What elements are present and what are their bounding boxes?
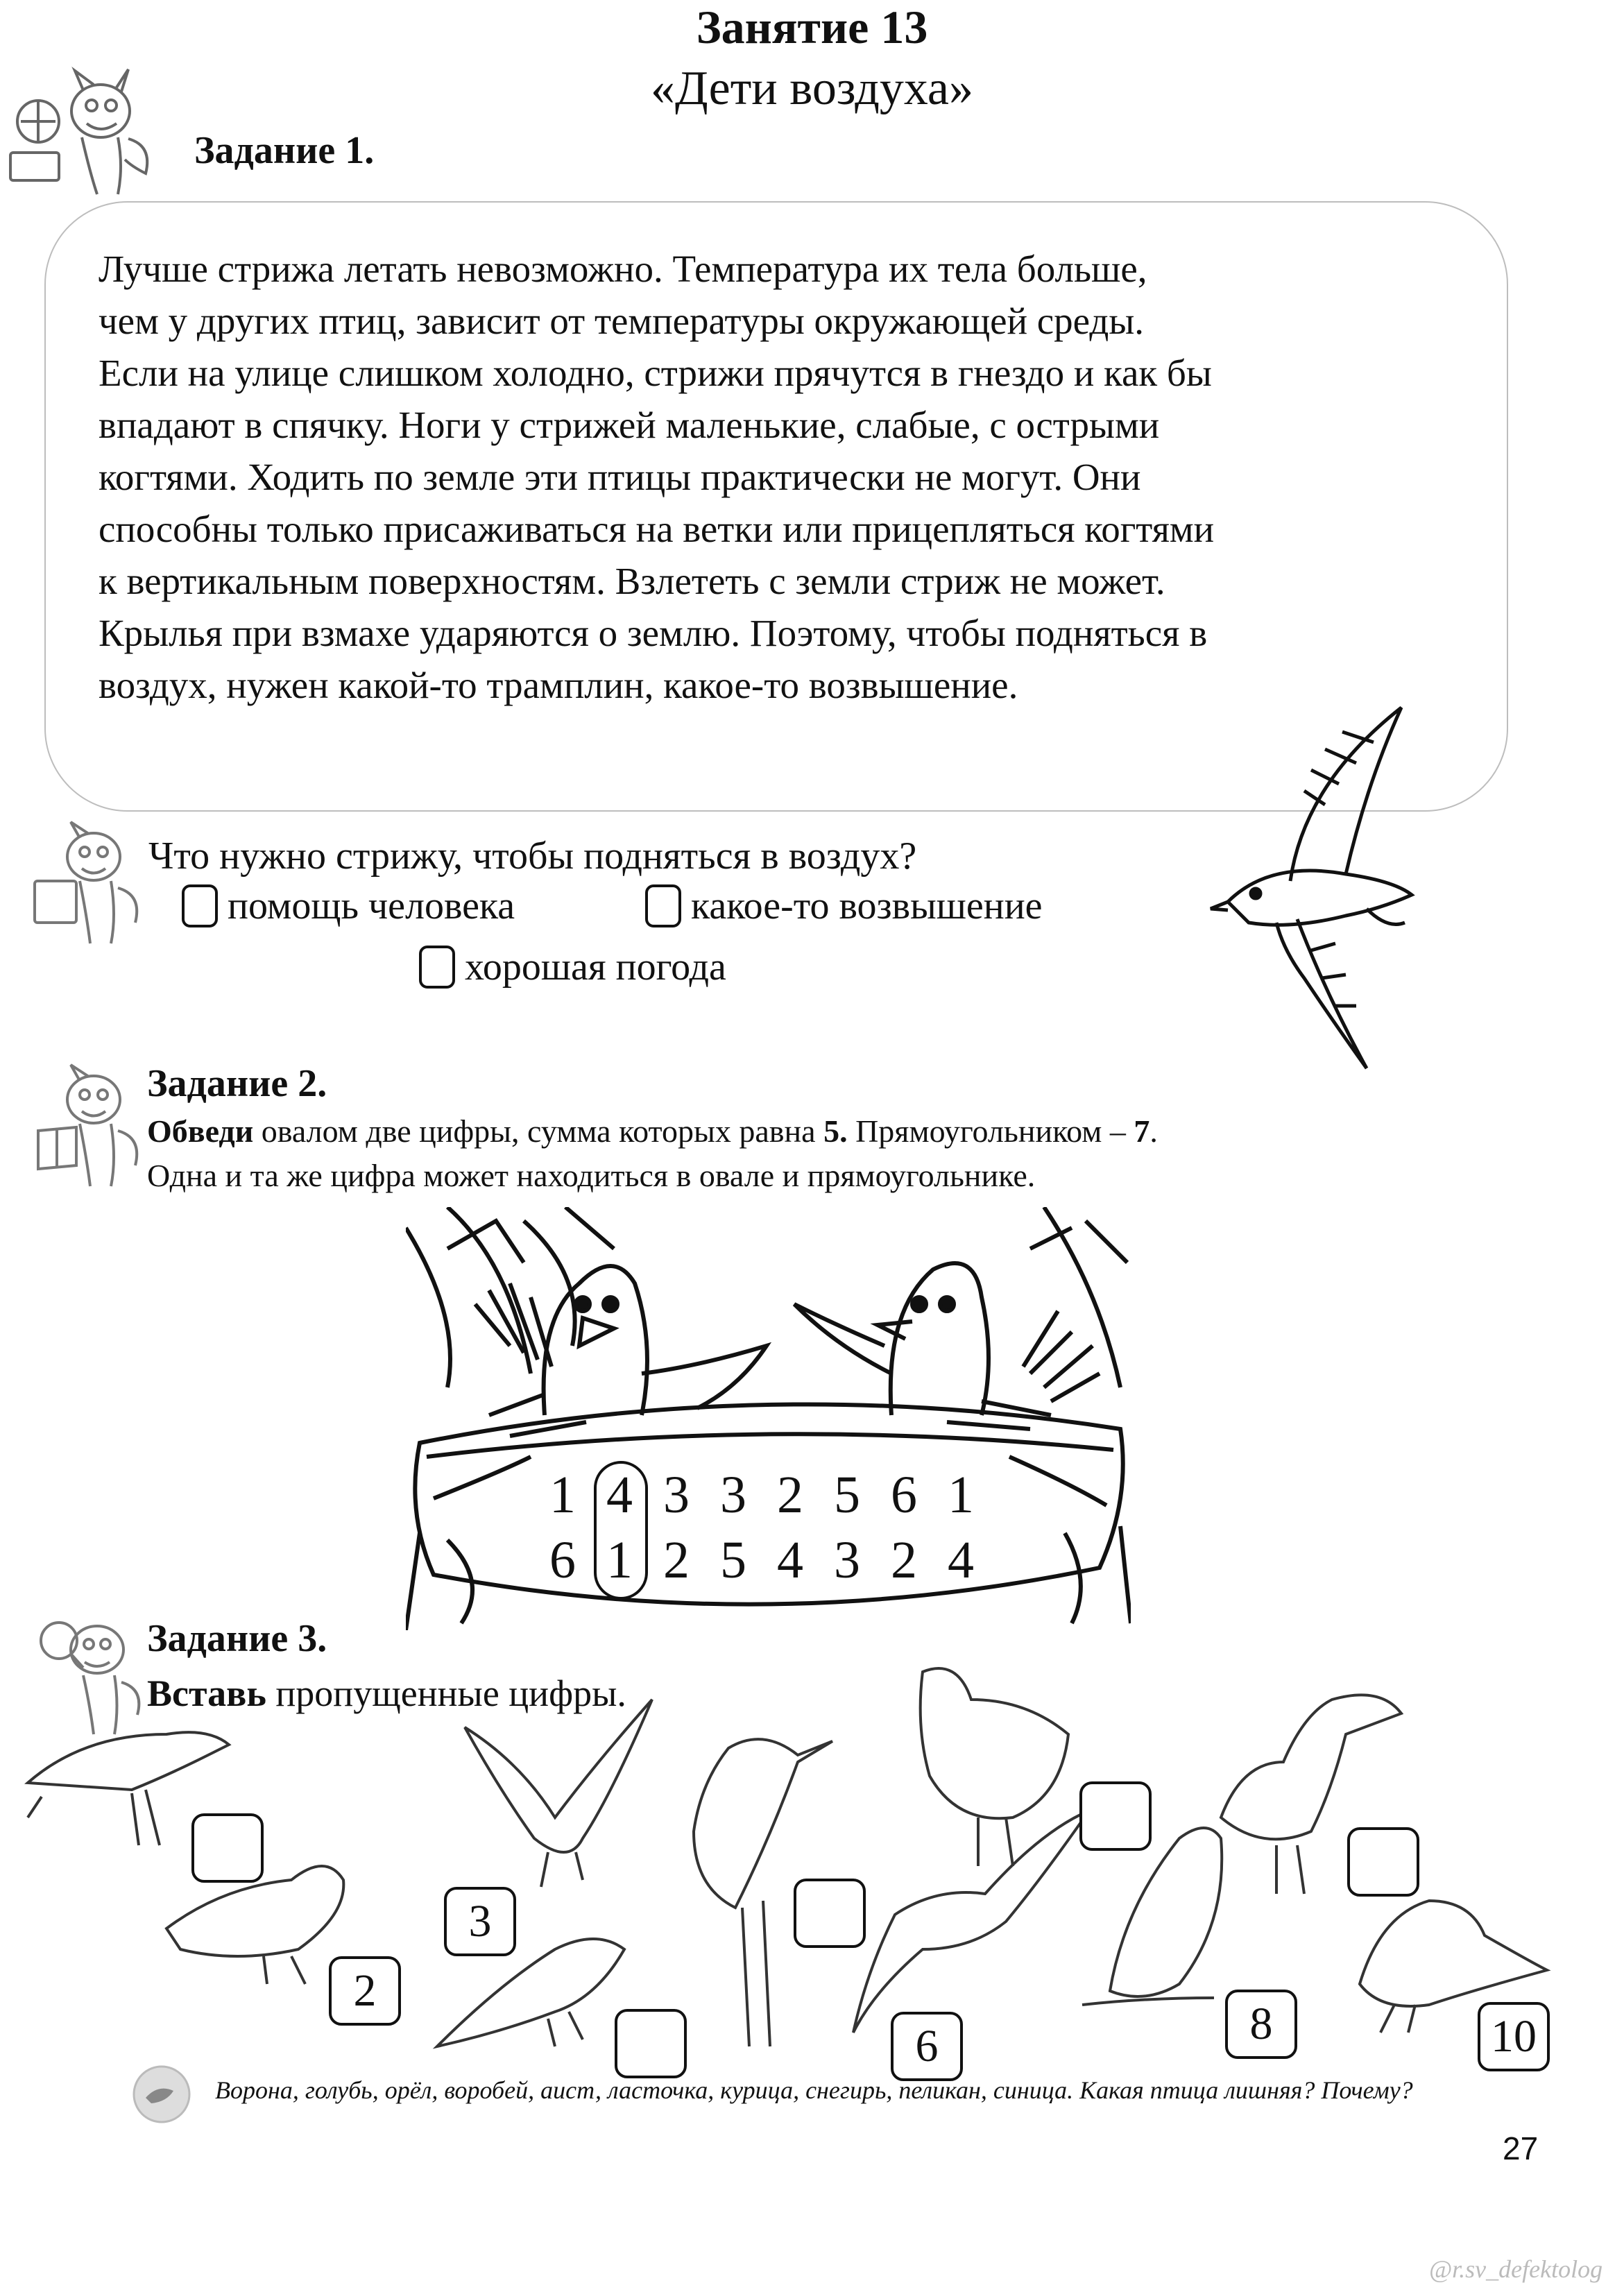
- task1-heading: Задание 1.: [194, 129, 375, 172]
- number-box[interactable]: 2: [329, 1956, 401, 2026]
- watermark: @r.sv_defektolog: [1429, 2255, 1603, 2283]
- number-box[interactable]: [1079, 1781, 1152, 1851]
- digit[interactable]: 1: [948, 1466, 974, 1524]
- option-label: хорошая погода: [465, 946, 726, 989]
- text-line: к вертикальным поверхностям. Взлететь с земли стриж не может.: [99, 560, 1165, 602]
- text-line: способны только присаживаться на ветки или прицепляться когтями: [99, 508, 1215, 550]
- digit[interactable]: 3: [720, 1466, 746, 1524]
- digit[interactable]: 2: [663, 1531, 690, 1589]
- number-box[interactable]: 10: [1478, 2002, 1550, 2071]
- option-weather: [419, 945, 726, 989]
- dragon-mascot-icon: [28, 819, 146, 950]
- lesson-subtitle: «Дети воздуха»: [651, 62, 973, 115]
- digit[interactable]: 6: [549, 1531, 576, 1589]
- digit[interactable]: 4: [948, 1531, 974, 1589]
- digit[interactable]: 2: [891, 1531, 917, 1589]
- text-line: Лучше стрижа летать невозможно. Температура их тела больше,: [99, 248, 1147, 290]
- number-box[interactable]: 3: [444, 1887, 516, 1956]
- instruction-text: овалом две цифры, сумма которых равна: [253, 1113, 824, 1149]
- option-checkbox[interactable]: [645, 884, 681, 927]
- instruction-text: Прямоугольником –: [847, 1113, 1134, 1149]
- task1-question: Что нужно стрижу, чтобы подняться в воздух?: [148, 835, 917, 878]
- number-box[interactable]: 8: [1225, 1990, 1297, 2059]
- number-box[interactable]: [191, 1813, 264, 1883]
- text-line: Крылья при взмахе ударяются о землю. Поэтому, чтобы подняться в: [99, 612, 1208, 654]
- option-checkbox[interactable]: [182, 884, 218, 927]
- bird-bubble-icon: [130, 2063, 193, 2126]
- digit[interactable]: 1: [549, 1466, 576, 1524]
- digit[interactable]: 5: [834, 1466, 860, 1524]
- page-number: 27: [1503, 2130, 1539, 2166]
- digit[interactable]: 4: [777, 1531, 803, 1589]
- instruction-text: .: [1149, 1113, 1158, 1149]
- text-line: воздух, нужен какой-то трамплин, какое-то возвышение.: [99, 664, 1018, 706]
- instruction-bold: Обведи: [147, 1113, 254, 1149]
- task2-instruction: [147, 1113, 1158, 1149]
- task2-heading: Задание 2.: [147, 1062, 327, 1105]
- instruction-bold: Вставь: [147, 1673, 266, 1714]
- option-help: [182, 884, 515, 928]
- text-line: Если на улице слишком холодно, стрижи прячутся в гнездо и как бы: [99, 352, 1212, 394]
- option-elevation: [645, 884, 1043, 928]
- number-box[interactable]: [615, 2009, 687, 2078]
- number-box[interactable]: [794, 1879, 866, 1948]
- lesson-title: Занятие 13: [696, 1, 928, 53]
- text-line: когтями. Ходить по земле эти птицы практически не могут. Они: [99, 456, 1141, 498]
- digit[interactable]: 4: [606, 1466, 633, 1524]
- task2-instruction-2: Одна и та же цифра может находиться в овале и прямоугольнике.: [147, 1158, 1036, 1193]
- digit[interactable]: 5: [720, 1531, 746, 1589]
- digit[interactable]: 3: [663, 1466, 690, 1524]
- digit[interactable]: 3: [834, 1531, 860, 1589]
- digit[interactable]: 2: [777, 1466, 803, 1524]
- swift-bird-icon: [1207, 701, 1415, 1075]
- option-checkbox[interactable]: [419, 946, 455, 989]
- digit[interactable]: 1: [606, 1531, 633, 1589]
- option-label: какое-то возвышение: [691, 884, 1043, 927]
- text-line: впадают в спячку. Ноги у стрижей маленькие, слабые, с острыми: [99, 404, 1160, 446]
- dragon-mascot-icon: [28, 1061, 146, 1193]
- instruction-bold: 7: [1134, 1113, 1150, 1149]
- text-line: чем у других птиц, зависит от температуры окружающей среды.: [99, 300, 1145, 342]
- instruction-bold: 5.: [823, 1113, 848, 1149]
- digit[interactable]: 6: [891, 1466, 917, 1524]
- footer-question: Ворона, голубь, орёл, воробей, аист, ласточка, курица, снегирь, пеликан, синица. Какая птица лишняя? Почему?: [215, 2076, 1413, 2104]
- dragon-mascot-icon: [7, 62, 160, 201]
- instruction-text: пропущенные цифры.: [266, 1673, 626, 1714]
- task1-text: [99, 243, 1486, 711]
- number-box[interactable]: [1347, 1827, 1419, 1897]
- option-label: помощь человека: [228, 884, 515, 927]
- example-oval: [594, 1461, 648, 1600]
- task3-heading: Задание 3.: [147, 1617, 327, 1660]
- number-box[interactable]: 6: [891, 2012, 963, 2081]
